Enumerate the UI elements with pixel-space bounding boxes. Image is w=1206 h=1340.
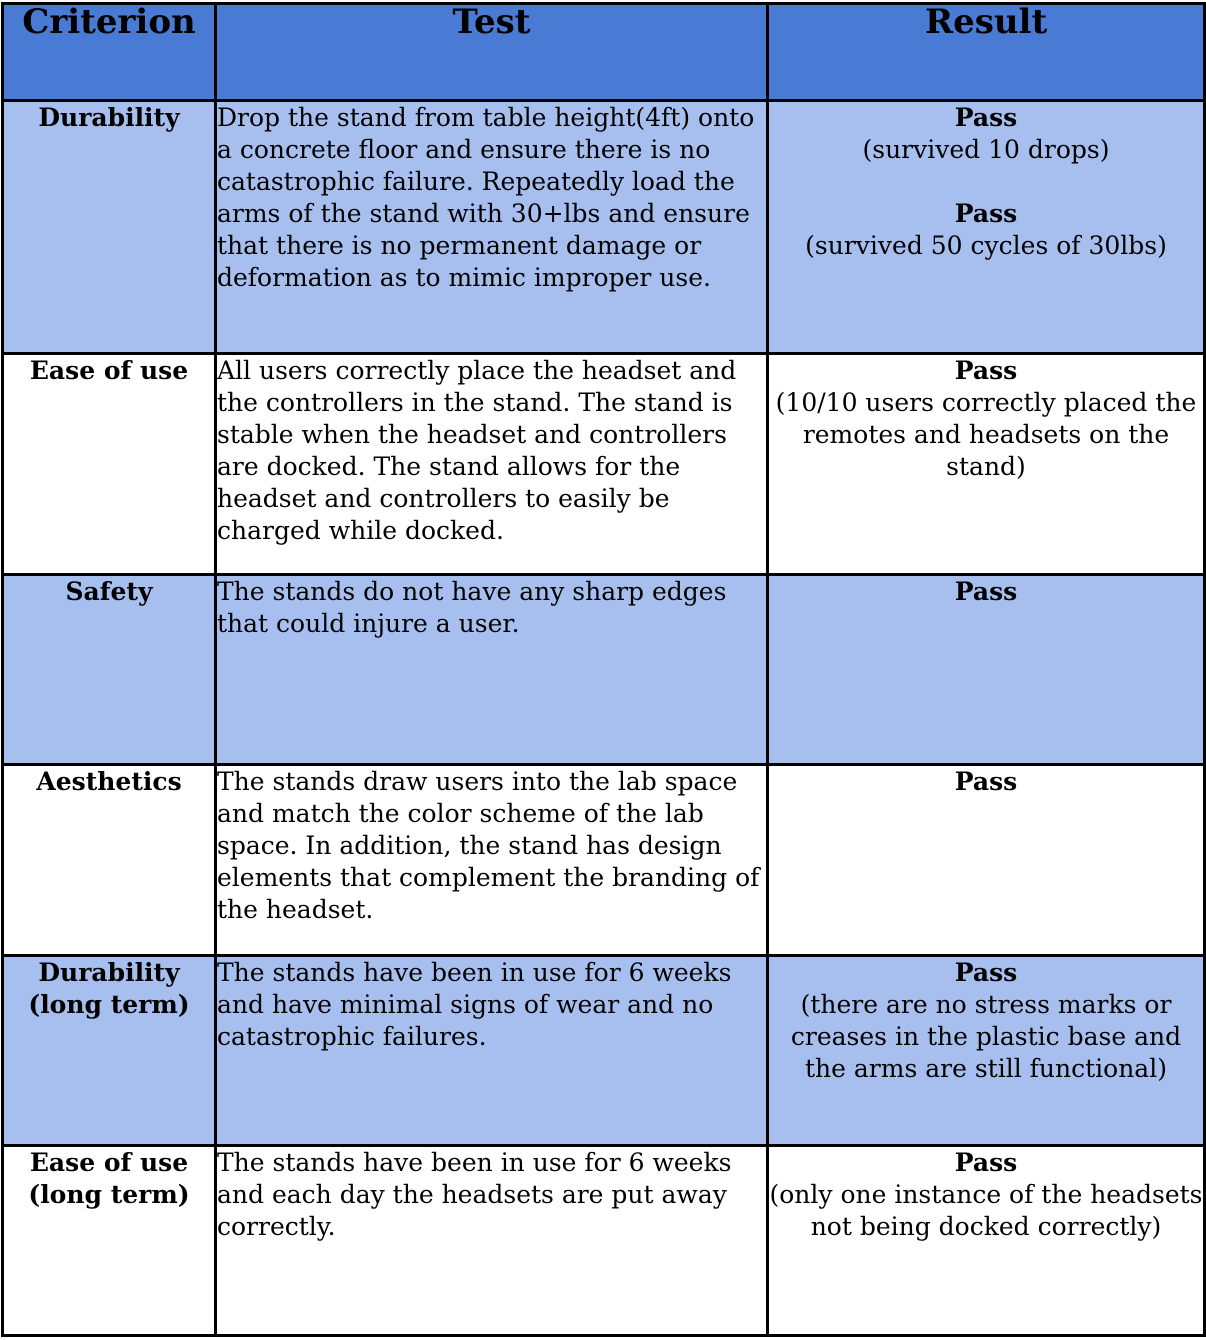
criterion-cell: [3, 956, 216, 1146]
result-detail: (only one instance of the headsets not being docked correctly): [769, 1180, 1203, 1241]
result-cell: [768, 1146, 1205, 1336]
header-criterion: Criterion: [3, 4, 216, 101]
result-detail: (survived 50 cycles of 30lbs): [805, 231, 1167, 260]
test-cell: Drop the stand from table height(4ft) onto a concrete floor and ensure there is no catastrophic failure. Repeatedly load the arms of the stand with 30+lbs and ensure that there is no permanent damage or deformation as to mimic improper use.: [216, 101, 768, 354]
criterion-label: Safety: [65, 577, 153, 606]
criterion-cell: [3, 354, 216, 575]
criterion-label: Aesthetics: [36, 767, 182, 796]
result-detail: (10/10 users correctly placed the remotes and headsets on the stand): [775, 388, 1197, 481]
test-cell: The stands draw users into the lab space and match the color scheme of the lab space. In addition, the stand has design elements that complement the branding of the headset.: [216, 765, 768, 956]
table-header-row: [3, 4, 1205, 101]
result-status: Pass: [954, 356, 1018, 385]
result-status: Pass: [954, 958, 1018, 987]
criterion-label: Ease of use: [29, 356, 189, 385]
result-status: Pass: [954, 767, 1018, 796]
table-row: [3, 354, 1205, 575]
test-cell: The stands have been in use for 6 weeks and each day the headsets are put away correctly.: [216, 1146, 768, 1336]
test-cell: The stands do not have any sharp edges that could injure a user.: [216, 575, 768, 765]
header-result: Result: [768, 4, 1205, 101]
criterion-label: Durability: [38, 958, 180, 987]
criterion-cell: [3, 575, 216, 765]
criterion-cell: [3, 1146, 216, 1336]
criterion-sublabel: (long term): [28, 990, 190, 1019]
result-status: Pass: [954, 103, 1018, 132]
criterion-cell: [3, 765, 216, 956]
table-row: [3, 1146, 1205, 1336]
table-row: [3, 575, 1205, 765]
result-cell: [768, 575, 1205, 765]
table-row: [3, 765, 1205, 956]
criterion-sublabel: (long term): [28, 1180, 190, 1209]
test-results-table: [1, 2, 1206, 1337]
test-cell: All users correctly place the headset and the controllers in the stand. The stand is stable when the headset and controllers are docked. The stand allows for the headset and controllers to easily be charged while docked.: [216, 354, 768, 575]
result-status: Pass: [954, 577, 1018, 606]
result-detail: (there are no stress marks or creases in the plastic base and the arms are still functional): [790, 990, 1182, 1083]
result-cell: [768, 354, 1205, 575]
header-test: Test: [216, 4, 768, 101]
criterion-cell: [3, 101, 216, 354]
result-cell: [768, 765, 1205, 956]
criterion-label: Durability: [38, 103, 180, 132]
result-status: Pass: [954, 1148, 1018, 1177]
test-cell: The stands have been in use for 6 weeks and have minimal signs of wear and no catastrophic failures.: [216, 956, 768, 1146]
table-row: [3, 101, 1205, 354]
criterion-label: Ease of use: [29, 1148, 189, 1177]
result-status: Pass: [954, 199, 1018, 228]
result-cell: [768, 956, 1205, 1146]
result-cell: [768, 101, 1205, 354]
table-row: [3, 956, 1205, 1146]
result-detail: (survived 10 drops): [862, 135, 1110, 164]
